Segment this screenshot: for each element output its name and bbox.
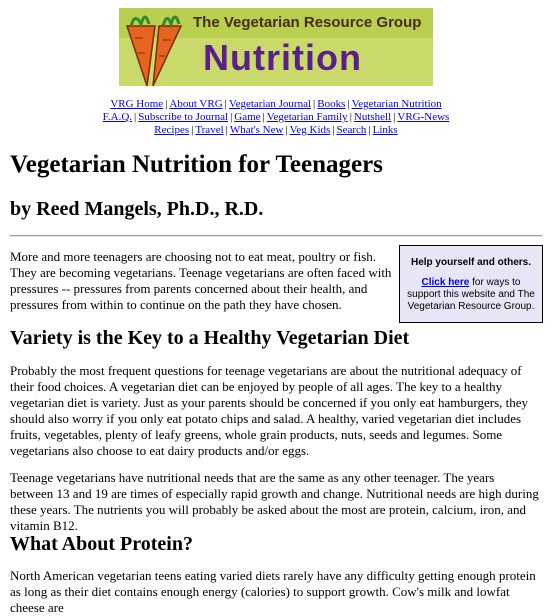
section-heading-protein: What About Protein? [10,533,193,555]
banner-section-title: Nutrition [203,37,362,78]
nav-link-whats-new[interactable]: What's New [229,124,284,136]
variety-paragraph: Probably the most frequent questions for teenage vegetarians are about the nutritional adequacy of their food choices. A vegetarian diet can be enjoyed by people of all ages. The key to a healthy vegetarian diet is variety. Just as your parents should be concerned if you only eat hamburgers, they should also worry if you only eat potato chips and salad. A healthy, varied vegetarian diet includes fruits, vegetables, plenty of leafy greens, whole grain products, nuts, seeds and legumes. Some vegetarians also choose to eat dairy products and/or eggs. [10,363,529,458]
nutrition-banner [119,8,433,86]
nav-link-vegetarian-journal[interactable]: Vegetarian Journal [228,98,312,110]
support-box-text: for ways to support this website and The Vegetarian Resource Group. [407,277,535,312]
nav-link-nutshell[interactable]: Nutshell [353,111,392,123]
support-box [399,245,543,323]
page-title: Vegetarian Nutrition for Teenagers [10,151,383,178]
support-box-title: Help yourself and others. [410,257,532,268]
nav-link-game[interactable]: Game [234,111,261,123]
nutritional-needs-paragraph: Teenage vegetarians have nutritional needs that are the same as any other teenager. The years between 13 and 19 are times of especially rapid growth and change. Nutritional needs are high during these years. The nutrients you will probably be asked about the most are protein, calcium, iron, and vitamin B12. [10,470,539,533]
carrot-logo-icon [119,8,194,86]
nav-link-vrg-news[interactable]: VRG-News [397,111,450,123]
nav-link-recipes[interactable]: Recipes [154,124,190,136]
nav-link-subscribe[interactable]: Subscribe to Journal [138,111,229,123]
nav-link-links[interactable]: Links [372,124,398,136]
nav-link-vegetarian-nutrition[interactable]: Vegetarian Nutrition [351,98,442,110]
nav-link-veg-kids[interactable]: Veg Kids [289,124,331,136]
protein-paragraph: North American vegetarian teens eating varied diets rarely have any difficulty getting enough protein as long as their diet contains enough energy (calories) to support growth. Cow's milk and lowfat cheese are [10,568,536,615]
horizontal-divider [10,235,542,237]
click-here-link[interactable]: Click here [421,277,470,288]
nav-link-travel[interactable]: Travel [195,124,224,136]
author-byline: by Reed Mangels, Ph.D., R.D. [10,198,264,220]
support-box-body [400,277,542,313]
nav-link-vrg-home[interactable]: VRG Home [110,98,164,110]
nav-row-3: Recipes | Travel | What's New | Veg Kids | Search | Links [154,124,398,136]
nav-row-2: F.A.Q. | Subscribe to Journal | Game | Vegetarian Family | Nutshell | VRG-News [102,111,450,123]
nav-link-faq[interactable]: F.A.Q. [102,111,133,123]
nav-link-books[interactable]: Books [317,98,346,110]
intro-paragraph: More and more teenagers are choosing not to eat meat, poultry or fish. They are becoming vegetarians. Teenage vegetarians are often faced with pressures -- pressures from parents concerned about their health, and pressures from within to continue on the path they have chosen. [10,249,392,312]
nav-link-about-vrg[interactable]: About VRG [169,98,223,110]
nav-row-1: VRG Home | About VRG | Vegetarian Journal | Books | Vegetarian Nutrition [110,98,442,110]
nav-link-search[interactable]: Search [336,124,367,136]
section-heading-variety: Variety is the Key to a Healthy Vegetarian Diet [10,327,410,349]
nav-link-vegetarian-family[interactable]: Vegetarian Family [266,111,348,123]
banner-org-name: The Vegetarian Resource Group [193,14,422,31]
